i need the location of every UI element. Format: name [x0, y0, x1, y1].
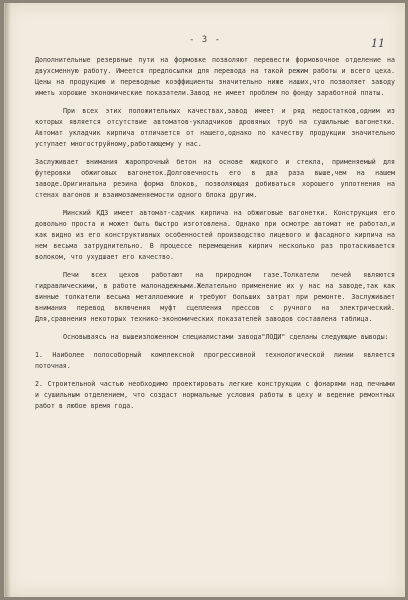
- paragraph-shortcomings: При всех этих положительных качествах,завод имеет и ряд недостатков,одним из которых является отсутствие автоматов-укладчиков дровяных труб на сушильные вагонетки. Автомат укладчик кирпича отличается от нашего,однако по качеству продукции значительно уступает многоструйному,работающему у нас.: [35, 107, 395, 148]
- paragraph-kilns: Печи всех цехов работают на природном газе.Толкатели печей являются гидравлическими, в работе малонадежными.Желательно применение их у нас на заводе,так как винные толкатели весьма металлоемкие и требуют больших затрат при ремонте. Заслуживает внимания перевод включения муфт сцепления прессов с ручного на электрический. Для,сравнения некоторых технико-экономических показателей заводов составлена таблица.: [35, 271, 395, 323]
- conclusion-item-2: 2. Строительной частью необходимо проектировать легкие конструкции с фонарями над печными и сушильным отделением, что создаст нормальные условия работы в цеху и ведение ремонтных работ в любое время года.: [35, 380, 395, 410]
- handwritten-page-mark: 11: [371, 37, 385, 50]
- conclusion-item-1: 1. Наиболее полособорный комплексной прогрессивной технологической линии является поточная.: [35, 351, 395, 370]
- paragraph-reserve-paths: Дополнительные резервные пути на формовке позволяют перевести формовочное отделение на двухсменную работу. Имеется предпосылки для перевода на такой режим работы и всего цеха. Цены на продукцию и переводные коэффициенты значительно ниже наших,что позволяет заводу иметь хорошие экономические показатели.Завод не имеет проблем по фонду заработной платы.: [35, 56, 395, 97]
- paragraph-minsk-plant: Минский КДЗ имеет автомат-садчик кирпича на обжиговые вагонетки. Конструкция его довольно проста и может быть быстро изготовлена. Однако при осмотре автомат не работал,и как видно из его конструктивных особенностей производство лицевого и фасадного кирпича на нем весьма затруднительно. В процессе перемещения кирпич несколько раз протаскивается волоком, что ухудшает его качество.: [35, 209, 395, 261]
- page-number: - 3 -: [188, 35, 222, 45]
- paragraph-concrete: Заслуживает внимания жаропрочный бетон на основе жидкого и стекла, применяемый для футеровки обжиговых вагонеток.Долговечность его в два раза выше,чем на нашем заводе.Оригинальна резина форма блоков, позволяющая добиваться хорошего уплотнения на стенах вагонов и взаимозаменяемости одного блока другим.: [35, 158, 395, 199]
- document-body: [35, 55, 395, 419]
- paragraph-conclusions-intro: Основываясь на вышеизложенном специалистами завода"ЛОДИ" сделаны следующие выводы:: [63, 333, 389, 341]
- document-page: [4, 3, 405, 597]
